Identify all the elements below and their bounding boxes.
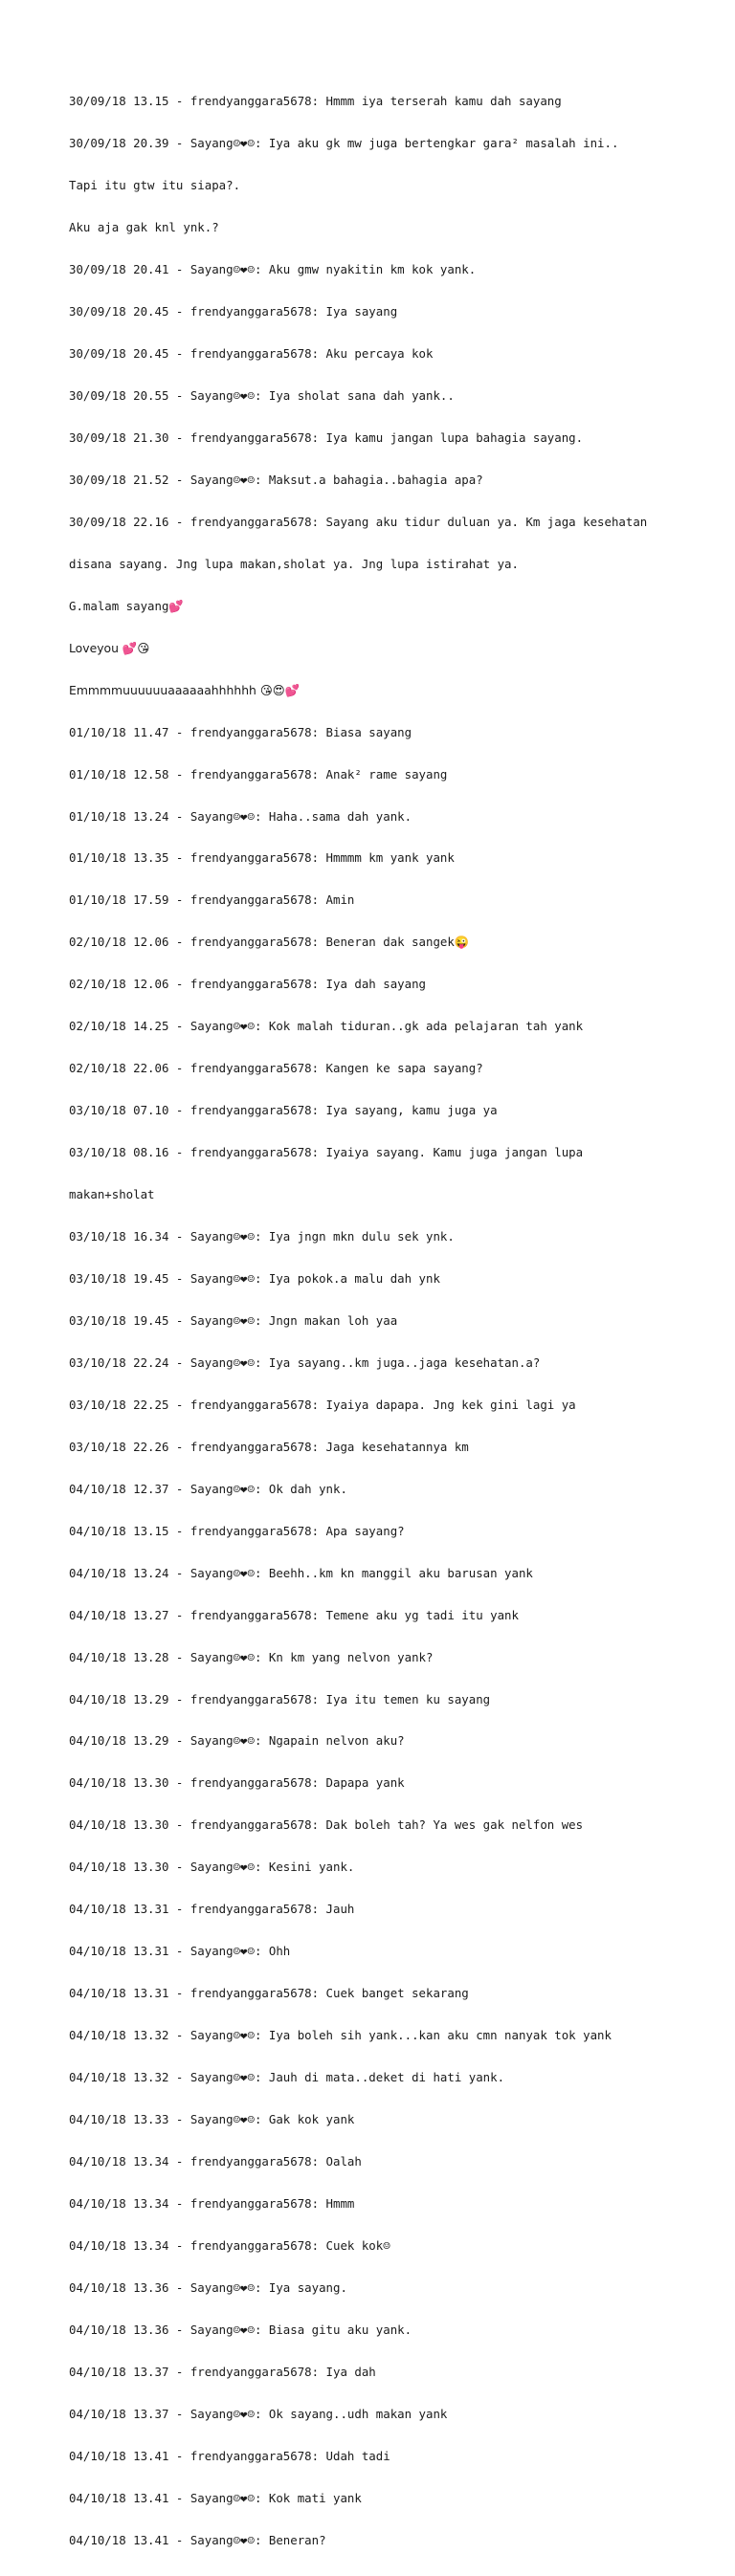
chat-line: 30/09/18 20.45 - frendyanggara5678: Aku percaya kok bbox=[69, 346, 434, 362]
chat-line: 30/09/18 20.45 - frendyanggara5678: Iya sayang bbox=[69, 304, 398, 319]
chat-line: Loveyou 💕😘 bbox=[69, 640, 150, 655]
chat-line: 04/10/18 13.27 - frendyanggara5678: Temene aku yg tadi itu yank bbox=[69, 1607, 519, 1622]
chat-line: 03/10/18 08.16 - frendyanggara5678: Iyaiya sayang. Kamu juga jangan lupa bbox=[69, 1145, 584, 1160]
chat-line: 04/10/18 12.37 - Sayang☺❤☺: Ok dah ynk. bbox=[69, 1481, 347, 1496]
chat-line: 30/09/18 20.55 - Sayang☺❤☺: Iya sholat sana dah yank.. bbox=[69, 387, 455, 403]
chat-line: 04/10/18 13.37 - Sayang☺❤☺: Ok sayang..udh makan yank bbox=[69, 2406, 448, 2421]
chat-line: Tapi itu gtw itu siapa?. bbox=[69, 178, 241, 193]
chat-line: 01/10/18 17.59 - frendyanggara5678: Amin bbox=[69, 892, 355, 908]
chat-line: 30/09/18 21.52 - Sayang☺❤☺: Maksut.a bahagia..bahagia apa? bbox=[69, 472, 483, 487]
chat-line: 04/10/18 13.37 - frendyanggara5678: Iya dah bbox=[69, 2364, 376, 2379]
chat-line: G.malam sayang💕 bbox=[69, 598, 184, 613]
chat-line: 04/10/18 13.29 - frendyanggara5678: Iya itu temen ku sayang bbox=[69, 1691, 491, 1706]
chat-line: 02/10/18 12.06 - frendyanggara5678: Iya dah sayang bbox=[69, 977, 426, 992]
chat-line: 02/10/18 22.06 - frendyanggara5678: Kangen ke sapa sayang? bbox=[69, 1061, 483, 1076]
chat-line: 04/10/18 13.31 - frendyanggara5678: Cuek banget sekarang bbox=[69, 1986, 469, 2001]
chat-line: 04/10/18 13.36 - Sayang☺❤☺: Biasa gitu aku yank. bbox=[69, 2322, 412, 2337]
chat-line: Emmmmuuuuuuaaaaaahhhhhh 😘😍💕 bbox=[69, 682, 301, 697]
chat-line: 04/10/18 13.15 - frendyanggara5678: Apa sayang? bbox=[69, 1523, 405, 1538]
chat-line: 04/10/18 13.31 - Sayang☺❤☺: Ohh bbox=[69, 1944, 291, 1959]
chat-line: 04/10/18 13.36 - Sayang☺❤☺: Iya sayang. bbox=[69, 2279, 347, 2295]
chat-line: 04/10/18 13.34 - frendyanggara5678: Hmmm bbox=[69, 2195, 355, 2211]
chat-line: 03/10/18 07.10 - frendyanggara5678: Iya sayang, kamu juga ya bbox=[69, 1103, 498, 1118]
chat-line: 03/10/18 22.26 - frendyanggara5678: Jaga kesehatannya km bbox=[69, 1439, 469, 1454]
chat-line: 04/10/18 13.32 - Sayang☺❤☺: Jauh di mata..deket di hati yank. bbox=[69, 2070, 505, 2085]
chat-line: 01/10/18 12.58 - frendyanggara5678: Anak² rame sayang bbox=[69, 766, 448, 782]
chat-line: makan+sholat bbox=[69, 1187, 155, 1202]
chat-line: disana sayang. Jng lupa makan,sholat ya. Jng lupa istirahat ya. bbox=[69, 556, 519, 571]
chat-line: 03/10/18 22.25 - frendyanggara5678: Iyaiya dapapa. Jng kek gini lagi ya bbox=[69, 1397, 576, 1412]
chat-line: 04/10/18 13.34 - frendyanggara5678: Cuek kok☺ bbox=[69, 2237, 390, 2253]
chat-line: 04/10/18 13.28 - Sayang☺❤☺: Kn km yang nelvon yank? bbox=[69, 1649, 434, 1664]
chat-line: 30/09/18 13.15 - frendyanggara5678: Hmmm iya terserah kamu dah sayang bbox=[69, 94, 562, 109]
chat-line: 04/10/18 13.30 - Sayang☺❤☺: Kesini yank. bbox=[69, 1860, 355, 1875]
chat-line: 04/10/18 13.31 - frendyanggara5678: Jauh bbox=[69, 1902, 355, 1917]
chat-line: 04/10/18 13.41 - Sayang☺❤☺: Kok mati yank bbox=[69, 2490, 362, 2505]
chat-line: Aku aja gak knl ynk.? bbox=[69, 220, 219, 235]
chat-line: 04/10/18 13.33 - Sayang☺❤☺: Gak kok yank bbox=[69, 2112, 355, 2127]
chat-line: 30/09/18 22.16 - frendyanggara5678: Sayang aku tidur duluan ya. Km jaga kesehatan bbox=[69, 514, 648, 529]
chat-line: 02/10/18 12.06 - frendyanggara5678: Beneran dak sangek😜 bbox=[69, 935, 470, 950]
chat-log bbox=[69, 67, 701, 2576]
chat-line: 03/10/18 22.24 - Sayang☺❤☺: Iya sayang..km juga..jaga kesehatan.a? bbox=[69, 1354, 541, 1370]
chat-line: 03/10/18 16.34 - Sayang☺❤☺: Iya jngn mkn dulu sek ynk. bbox=[69, 1229, 455, 1244]
chat-line: 30/09/18 20.39 - Sayang☺❤☺: Iya aku gk mw juga bertengkar gara² masalah ini.. bbox=[69, 136, 619, 151]
chat-line: 30/09/18 20.41 - Sayang☺❤☺: Aku gmw nyakitin km kok yank. bbox=[69, 262, 477, 277]
chat-line: 04/10/18 13.41 - Sayang☺❤☺: Beneran? bbox=[69, 2532, 326, 2547]
chat-line: 04/10/18 13.41 - frendyanggara5678: Udah tadi bbox=[69, 2448, 390, 2463]
chat-line: 01/10/18 13.24 - Sayang☺❤☺: Haha..sama dah yank. bbox=[69, 808, 412, 824]
chat-line: 01/10/18 13.35 - frendyanggara5678: Hmmmm km yank yank bbox=[69, 850, 455, 866]
chat-line: 04/10/18 13.24 - Sayang☺❤☺: Beehh..km kn manggil aku barusan yank bbox=[69, 1565, 533, 1580]
chat-line: 02/10/18 14.25 - Sayang☺❤☺: Kok malah tiduran..gk ada pelajaran tah yank bbox=[69, 1019, 584, 1034]
chat-line: 04/10/18 13.30 - frendyanggara5678: Dak boleh tah? Ya wes gak nelfon wes bbox=[69, 1817, 584, 1833]
chat-line: 04/10/18 13.29 - Sayang☺❤☺: Ngapain nelvon aku? bbox=[69, 1733, 405, 1749]
chat-line: 04/10/18 13.34 - frendyanggara5678: Oalah bbox=[69, 2154, 362, 2169]
chat-line: 03/10/18 19.45 - Sayang☺❤☺: Jngn makan loh yaa bbox=[69, 1312, 398, 1328]
chat-line: 01/10/18 11.47 - frendyanggara5678: Biasa sayang bbox=[69, 724, 412, 739]
chat-line: 03/10/18 19.45 - Sayang☺❤☺: Iya pokok.a malu dah ynk bbox=[69, 1271, 440, 1286]
chat-line: 04/10/18 13.30 - frendyanggara5678: Dapapa yank bbox=[69, 1775, 405, 1791]
chat-line: 04/10/18 13.32 - Sayang☺❤☺: Iya boleh sih yank...kan aku cmn nanyak tok yank bbox=[69, 2028, 612, 2043]
chat-line: 30/09/18 21.30 - frendyanggara5678: Iya kamu jangan lupa bahagia sayang. bbox=[69, 429, 584, 445]
